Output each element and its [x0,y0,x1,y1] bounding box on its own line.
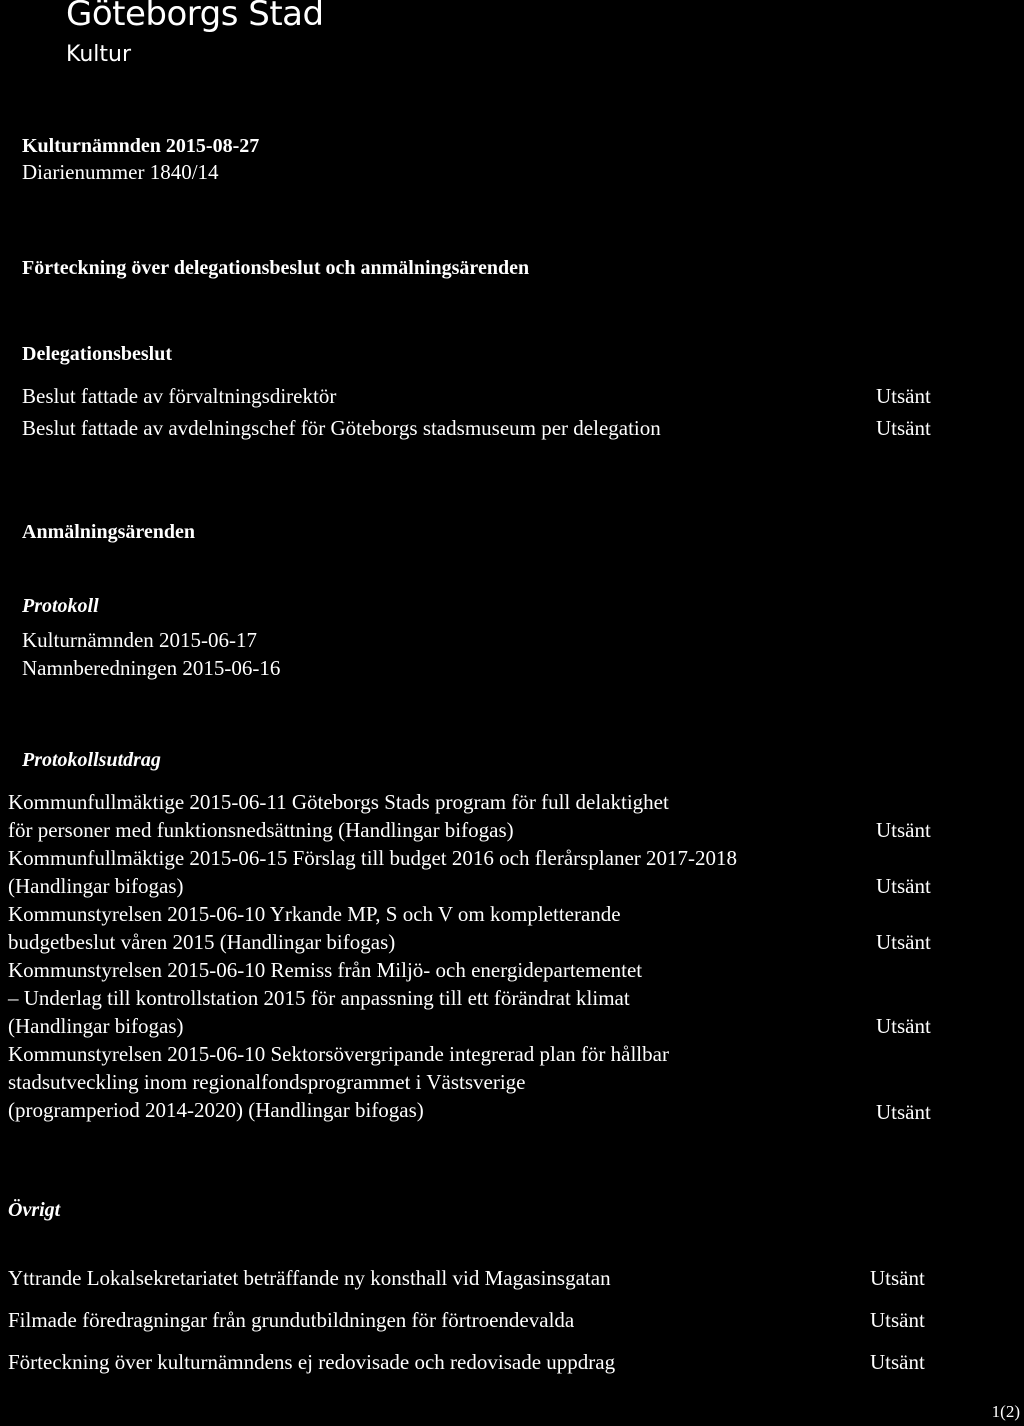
list-item-line: (Handlingar bifogas) [8,1014,184,1038]
status-label: Utsänt [876,874,931,898]
list-item-line: (programperiod 2014-2020) (Handlingar bifogas) [8,1098,424,1122]
diary-number: Diarienummer 1840/14 [22,160,219,184]
list-item: Filmade föredragningar från grundutbildningen för förtroendevalda [8,1308,575,1332]
status-label: Utsänt [870,1308,925,1332]
status-label: Utsänt [876,384,931,408]
document-title: Förteckning över delegationsbeslut och anmälningsärenden [22,257,530,279]
list-item-line: budgetbeslut våren 2015 (Handlingar bifogas) [8,930,396,954]
meeting-title: Kulturnämnden 2015-08-27 [22,135,260,157]
status-label: Utsänt [876,1014,931,1038]
list-item-line: Kommunstyrelsen 2015-06-10 Remiss från Miljö- och energidepartementet [8,958,643,982]
list-item: Förteckning över kulturnämndens ej redovisade och redovisade uppdrag [8,1350,616,1374]
list-item: Beslut fattade av förvaltningsdirektör [22,384,337,408]
section-heading-delegation: Delegationsbeslut [22,343,172,365]
section-heading-anmalan: Anmälningsärenden [22,521,196,543]
list-item-line: – Underlag till kontrollstation 2015 för anpassning till ett förändrat klimat [8,986,630,1010]
org-name: Göteborgs Stad [66,0,324,34]
list-item: Yttrande Lokalsekretariatet beträffande ny konsthall vid Magasinsgatan [8,1266,611,1290]
list-item-line: Kommunstyrelsen 2015-06-10 Yrkande MP, S och V om kompletterande [8,902,621,926]
list-item-line: (Handlingar bifogas) [8,874,184,898]
subheading-ovrigt: Övrigt [8,1199,61,1221]
department-name: Kultur [66,42,132,67]
status-label: Utsänt [876,1100,931,1124]
status-label: Utsänt [876,818,931,842]
status-label: Utsänt [870,1266,925,1290]
page-number: 1(2) [991,1402,1020,1421]
subheading-protokollsutdrag: Protokollsutdrag [22,749,161,771]
subheading-protokoll: Protokoll [22,595,99,617]
status-label: Utsänt [876,930,931,954]
status-label: Utsänt [870,1350,925,1374]
list-item-line: Kommunfullmäktige 2015-06-15 Förslag till budget 2016 och flerårsplaner 2017-2018 [8,846,738,870]
list-item-line: stadsutveckling inom regionalfondsprogrammet i Västsverige [8,1070,526,1094]
list-item-line: för personer med funktionsnedsättning (Handlingar bifogas) [8,818,514,842]
list-item-line: Kommunfullmäktige 2015-06-11 Göteborgs Stads program för full delaktighet [8,790,669,814]
list-item-line: Kommunstyrelsen 2015-06-10 Sektorsövergripande integrerad plan för hållbar [8,1042,669,1066]
list-item: Namnberedningen 2015-06-16 [22,656,281,680]
list-item: Kulturnämnden 2015-06-17 [22,628,258,652]
list-item: Beslut fattade av avdelningschef för Göteborgs stadsmuseum per delegation [22,416,661,440]
status-label: Utsänt [876,416,931,440]
